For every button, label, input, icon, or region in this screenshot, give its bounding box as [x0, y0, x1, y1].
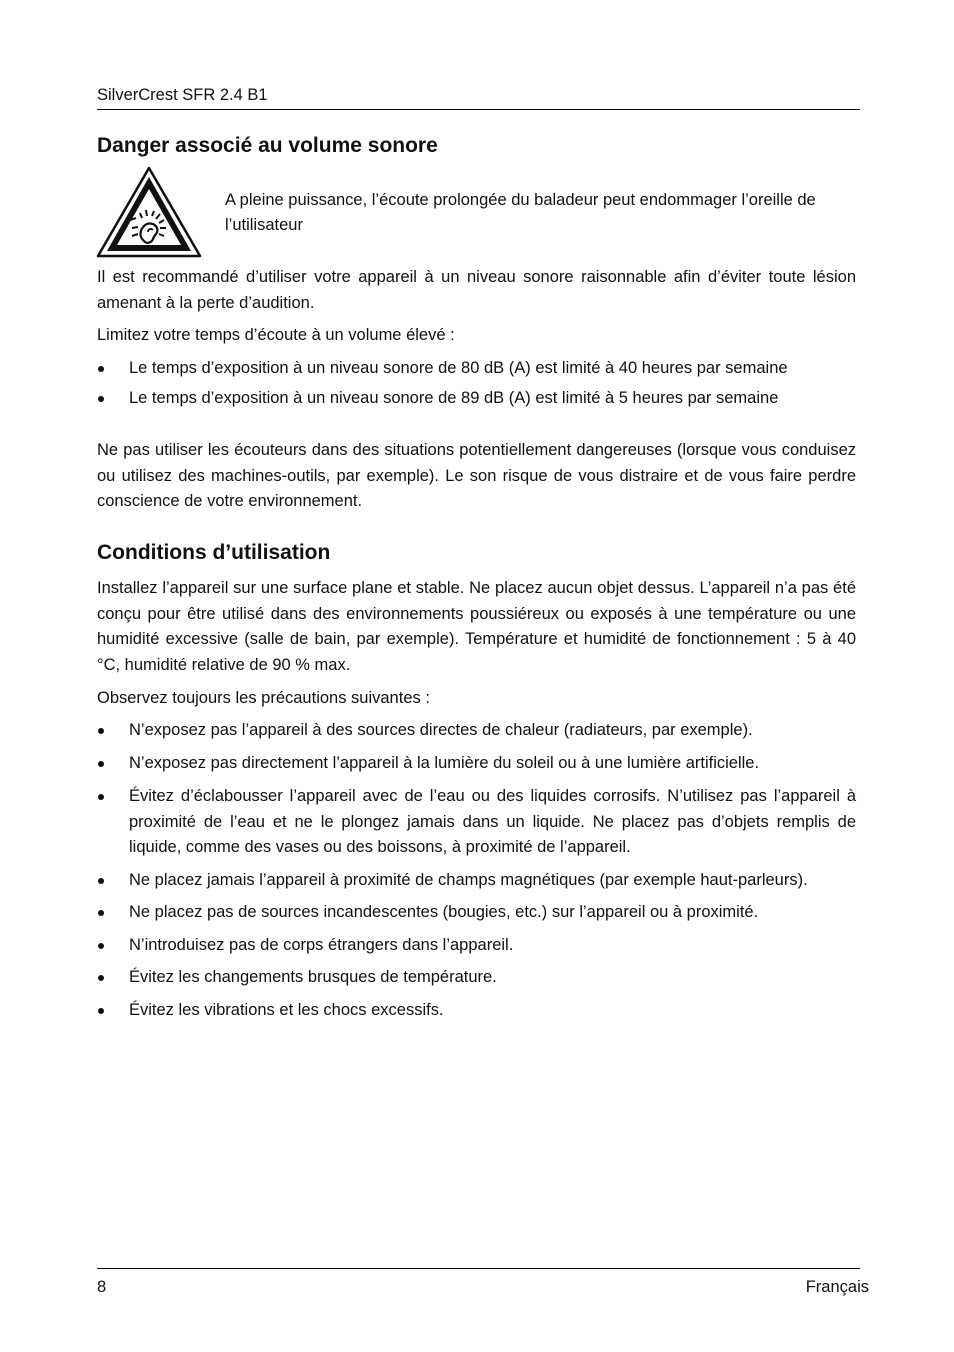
header-divider: [97, 109, 860, 110]
list-item: [97, 718, 856, 744]
paragraph-precautions-intro: Observez toujours les précautions suivantes :: [97, 689, 430, 707]
bullet-icon: [98, 396, 104, 402]
bullet-icon: [98, 728, 104, 734]
footer-divider: [97, 1268, 860, 1269]
list-item-text: Ne placez jamais l’appareil à proximité de champs magnétiques (par exemple haut-parleurs).: [129, 870, 808, 889]
list-item: [97, 965, 856, 991]
list-item-text: Évitez d’éclabousser l’appareil avec de l’eau ou des liquides corrosifs. N’utilisez pas l’appareil à proximité de l’eau et ne le plongez jamais dans un liquide. Ne placez pas d’objets remplis de liquide, comme des vases ou des boissons, à proximité de l’appareil.: [129, 787, 856, 856]
list-item-text: Évitez les changements brusques de température.: [129, 968, 497, 986]
list-item-text: Le temps d’exposition à un niveau sonore de 89 dB (A) est limité à 5 heures par semaine: [129, 388, 779, 407]
hearing-warning-text: A pleine puissance, l’écoute prolongée du baladeur peut endommager l’oreille de l’utilisateur: [225, 191, 816, 234]
bullet-icon: [98, 794, 104, 800]
footer-language: Français: [805, 1278, 869, 1296]
list-item-text: N’exposez pas directement l’appareil à la lumière du soleil ou à une lumière artificielle.: [129, 753, 760, 772]
section-heading-conditions: Conditions d’utilisation: [97, 541, 331, 564]
bullet-icon: [98, 366, 104, 372]
list-item: [97, 751, 856, 777]
hearing-damage-warning-icon: [96, 166, 202, 259]
list-item-text: N’introduisez pas de corps étrangers dans l’appareil.: [129, 935, 514, 954]
bullet-icon: [98, 761, 104, 767]
bullet-icon: [98, 878, 104, 884]
list-item: [97, 933, 856, 959]
precautions-list: [97, 718, 856, 1023]
exposure-list: [97, 356, 856, 411]
bullet-icon: [98, 1008, 104, 1014]
list-item: [97, 784, 856, 861]
bullet-icon: [98, 943, 104, 949]
list-item: [97, 356, 856, 382]
list-item-text: Le temps d’exposition à un niveau sonore de 80 dB (A) est limité à 40 heures par semaine: [129, 359, 788, 377]
paragraph-dangerous-situations: Ne pas utiliser les écouteurs dans des situations potentiellement dangereuses (lorsque vous conduisez ou utilisez des machines-outils, par exemple). Le son risque de vous distraire et de vous faire perdre conscience de votre environnement.: [97, 441, 856, 510]
list-item-text: N’exposez pas l’appareil à des sources directes de chaleur (radiateurs, par exemple).: [129, 721, 753, 739]
paragraph-volume-recommendation: Il est recommandé d’utiliser votre appareil à un niveau sonore raisonnable afin d’éviter toute lésion amenant à la perte d’audition.: [97, 268, 856, 312]
paragraph-installation: Installez l’appareil sur une surface plane et stable. Ne placez aucun objet dessus. L’appareil n’a pas été conçu pour être utilisé dans des environnements poussiéreux ou exposés à une température ou une humidité excessive (salle de bain, par exemple). Température et humidité de fonctionnement : 5 à 40 °C, humidité relative de 90 % max.: [97, 579, 856, 674]
bullet-icon: [98, 910, 104, 916]
list-item: [97, 900, 856, 926]
section-heading-volume: Danger associé au volume sonore: [97, 134, 438, 157]
list-item: [97, 998, 856, 1024]
list-item: [97, 868, 856, 894]
bullet-icon: [98, 975, 104, 981]
list-item-text: Évitez les vibrations et les chocs excessifs.: [129, 1000, 444, 1019]
page-number: 8: [97, 1278, 107, 1296]
list-item-text: Ne placez pas de sources incandescentes (bougies, etc.) sur l’appareil ou à proximité.: [129, 903, 759, 921]
paragraph-limit-listening: Limitez votre temps d’écoute à un volume élevé :: [97, 326, 455, 344]
list-item: [97, 386, 856, 412]
running-header: SilverCrest SFR 2.4 B1: [97, 86, 268, 104]
